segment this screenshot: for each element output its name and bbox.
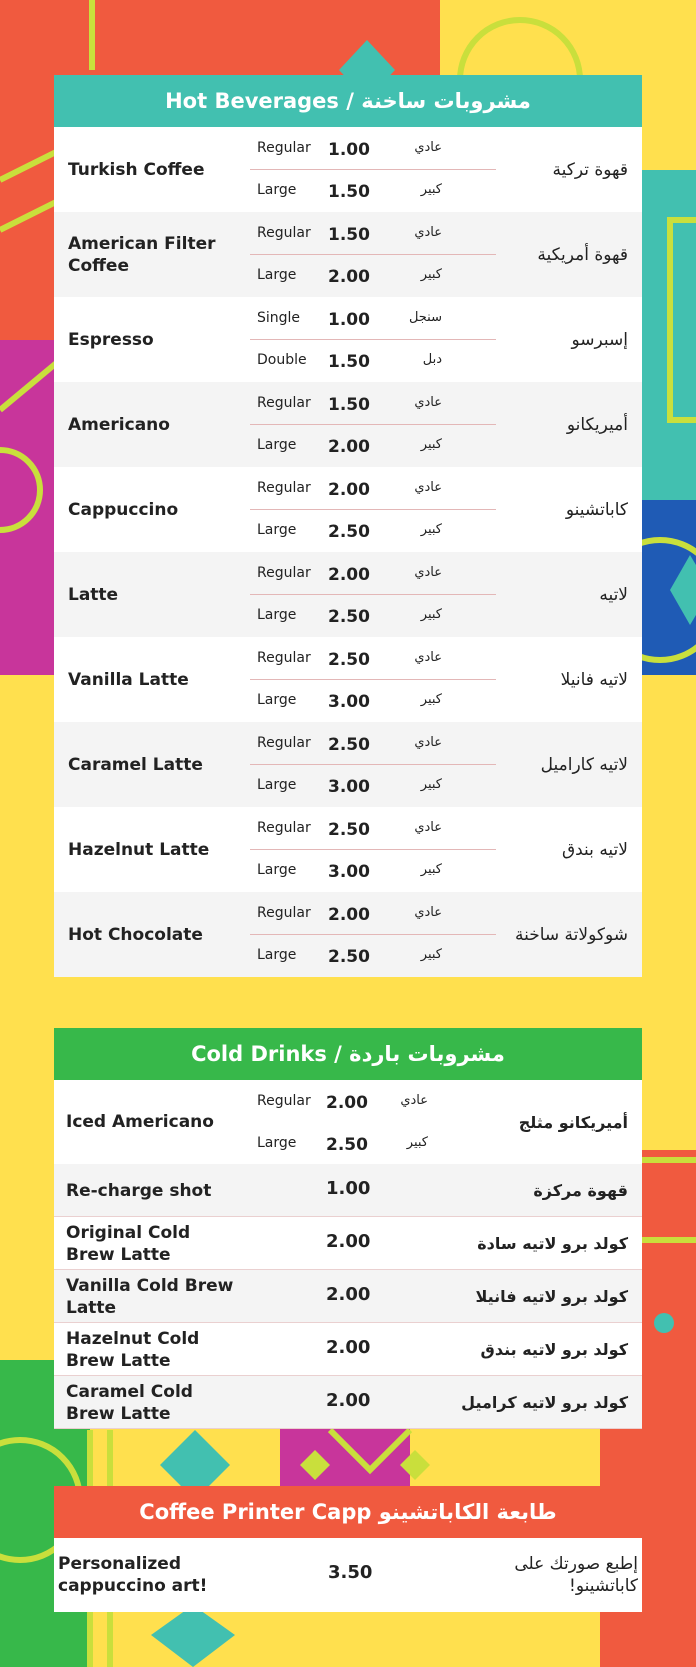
price: 2.00 (328, 480, 370, 500)
size-label-ar: عادي (414, 225, 442, 240)
item-name-ar: إطبع صورتك على كاباتشينو! (514, 1554, 638, 1596)
item-name-ar: كولد برو لاتيه بندق (480, 1340, 628, 1359)
coffee-printer-header (54, 1486, 642, 1538)
row-divider (250, 509, 496, 510)
price: 2.50 (328, 607, 370, 627)
size-label: Large (257, 692, 297, 708)
price: 1.00 (328, 310, 370, 330)
price: 2.00 (326, 1337, 371, 1358)
price: 2.00 (326, 1390, 371, 1411)
size-label-ar: عادي (414, 140, 442, 155)
price: 1.50 (328, 225, 370, 245)
hot-beverages-list (54, 127, 642, 977)
size-label: Regular (257, 650, 311, 666)
menu-item (54, 127, 642, 212)
hot-beverages-section (54, 75, 642, 977)
size-label-ar: عادي (414, 735, 442, 750)
size-label: Regular (257, 735, 311, 751)
item-name-en: Cappuccino (68, 499, 179, 520)
item-name-ar: شوكولاتة ساخنة (514, 924, 628, 945)
size-label: Large (257, 777, 297, 793)
size-label: Large (257, 522, 297, 538)
item-name-en: Hot Chocolate (68, 924, 203, 945)
item-name-en: Re-charge shot (66, 1180, 212, 1201)
item-name-ar: إسبرسو (571, 329, 628, 350)
size-label-ar: كبير (420, 692, 442, 707)
price: 2.50 (328, 650, 370, 670)
size-label-ar: كبير (420, 862, 442, 877)
price: 3.50 (328, 1562, 373, 1583)
item-name-ar: كولد برو لاتيه فانيلا (475, 1287, 628, 1306)
size-label: Large (257, 1135, 297, 1151)
row-divider (250, 849, 496, 850)
menu-item-personalized-art (54, 1538, 642, 1612)
size-label-ar: كبير (420, 437, 442, 452)
row-divider (54, 1428, 642, 1429)
item-name-en: Hazelnut Latte (68, 839, 210, 860)
item-name-en: Turkish Coffee (68, 159, 205, 180)
price: 2.00 (326, 1093, 368, 1113)
row-divider (250, 764, 496, 765)
size-label: Double (257, 352, 307, 368)
price: 2.00 (328, 565, 370, 585)
size-label-ar: كبير (406, 1135, 428, 1150)
item-name-en: Caramel Cold Brew Latte (66, 1381, 193, 1424)
cold-drinks-list (54, 1164, 642, 1429)
price: 2.50 (328, 522, 370, 542)
size-label-ar: عادي (414, 395, 442, 410)
size-label: Regular (257, 140, 311, 156)
price: 1.00 (326, 1178, 371, 1199)
item-name-ar: لاتيه (599, 584, 628, 605)
size-label-ar: دبل (422, 352, 442, 367)
item-name-ar: كاباتشينو (565, 499, 628, 520)
price: 2.00 (328, 905, 370, 925)
size-label: Large (257, 607, 297, 623)
price: 1.50 (328, 352, 370, 372)
size-label: Large (257, 947, 297, 963)
menu-item (54, 1164, 642, 1217)
item-name-ar: لاتيه فانيلا (560, 669, 628, 690)
item-name-en: Americano (68, 414, 170, 435)
size-label: Regular (257, 395, 311, 411)
price: 1.50 (328, 395, 370, 415)
menu-item-iced-americano (54, 1080, 642, 1164)
row-divider (250, 169, 496, 170)
row-divider (250, 339, 496, 340)
hot-beverages-header (54, 75, 642, 127)
price: 2.00 (326, 1284, 371, 1305)
size-label: Large (257, 862, 297, 878)
item-name-ar: قهوة تركية (552, 159, 628, 180)
coffee-printer-section (54, 1486, 642, 1612)
menu-item (54, 467, 642, 552)
item-name-ar: قهوة مركزة (533, 1181, 628, 1200)
item-name-en: Iced Americano (66, 1112, 214, 1132)
size-label: Regular (257, 1093, 311, 1109)
item-name-ar: أميريكانو (566, 414, 628, 435)
size-label: Regular (257, 480, 311, 496)
cold-drinks-header (54, 1028, 642, 1080)
row-divider (250, 594, 496, 595)
item-name-en: Caramel Latte (68, 754, 203, 775)
size-label-ar: كبير (420, 267, 442, 282)
menu-item (54, 552, 642, 637)
size-label: Large (257, 267, 297, 283)
price: 3.00 (328, 777, 370, 797)
coffee-printer-title: Coffee Printer Capp طابعة الكاباتشينو (139, 1500, 557, 1524)
row-divider (250, 679, 496, 680)
size-label-ar: كبير (420, 777, 442, 792)
row-divider (250, 254, 496, 255)
menu-item (54, 892, 642, 977)
menu-item (54, 637, 642, 722)
price: 2.50 (328, 735, 370, 755)
size-label: Large (257, 437, 297, 453)
size-label-ar: عادي (400, 1093, 428, 1108)
item-name-ar: أميريكانو مثلج (518, 1112, 628, 1132)
size-label: Large (257, 182, 297, 198)
item-name-en: Hazelnut Cold Brew Latte (66, 1328, 200, 1371)
size-label-ar: كبير (420, 182, 442, 197)
price: 2.00 (326, 1231, 371, 1252)
menu-item (54, 212, 642, 297)
size-label: Regular (257, 820, 311, 836)
item-name-en: American Filter Coffee (68, 233, 216, 276)
price: 2.50 (328, 947, 370, 967)
item-name-ar: لاتيه بندق (561, 839, 628, 860)
size-label-ar: عادي (414, 650, 442, 665)
menu-item (54, 722, 642, 807)
size-label-ar: كبير (420, 947, 442, 962)
price: 2.00 (328, 267, 370, 287)
menu-item (54, 382, 642, 467)
item-name-ar: كولد برو لاتيه كراميل (461, 1393, 628, 1412)
price: 2.50 (326, 1135, 368, 1155)
item-name-ar: لاتيه كاراميل (540, 754, 628, 775)
menu-item (54, 1376, 642, 1429)
row-divider (250, 934, 496, 935)
size-label-ar: كبير (420, 607, 442, 622)
item-name-en: Espresso (68, 329, 154, 350)
size-label-ar: كبير (420, 522, 442, 537)
item-name-en: Vanilla Latte (68, 669, 189, 690)
menu-item (54, 1323, 642, 1376)
size-label-ar: عادي (414, 565, 442, 580)
cold-drinks-section (54, 1028, 642, 1429)
item-name-en: Latte (68, 584, 119, 605)
hot-beverages-title: Hot Beverages / مشروبات ساخنة (165, 89, 531, 113)
size-label-ar: سنجل (408, 310, 442, 325)
size-label: Regular (257, 225, 311, 241)
size-label: Regular (257, 905, 311, 921)
item-name-en: Personalized cappuccino art! (58, 1554, 208, 1596)
cold-drinks-title: Cold Drinks / مشروبات باردة (191, 1042, 505, 1066)
size-label: Regular (257, 565, 311, 581)
menu-item (54, 1217, 642, 1270)
price: 2.00 (328, 437, 370, 457)
row-divider (250, 424, 496, 425)
size-label: Single (257, 310, 301, 326)
item-name-en: Original Cold Brew Latte (66, 1222, 191, 1265)
size-label-ar: عادي (414, 905, 442, 920)
price: 3.00 (328, 862, 370, 882)
menu-item (54, 297, 642, 382)
price: 3.00 (328, 692, 370, 712)
item-name-en: Vanilla Cold Brew Latte (66, 1275, 234, 1318)
item-name-ar: قهوة أمريكية (537, 244, 628, 265)
item-name-ar: كولد برو لاتيه سادة (477, 1234, 628, 1253)
size-label-ar: عادي (414, 480, 442, 495)
menu-item (54, 1270, 642, 1323)
price: 1.50 (328, 182, 370, 202)
size-label-ar: عادي (414, 820, 442, 835)
menu-item (54, 807, 642, 892)
price: 2.50 (328, 820, 370, 840)
price: 1.00 (328, 140, 370, 160)
